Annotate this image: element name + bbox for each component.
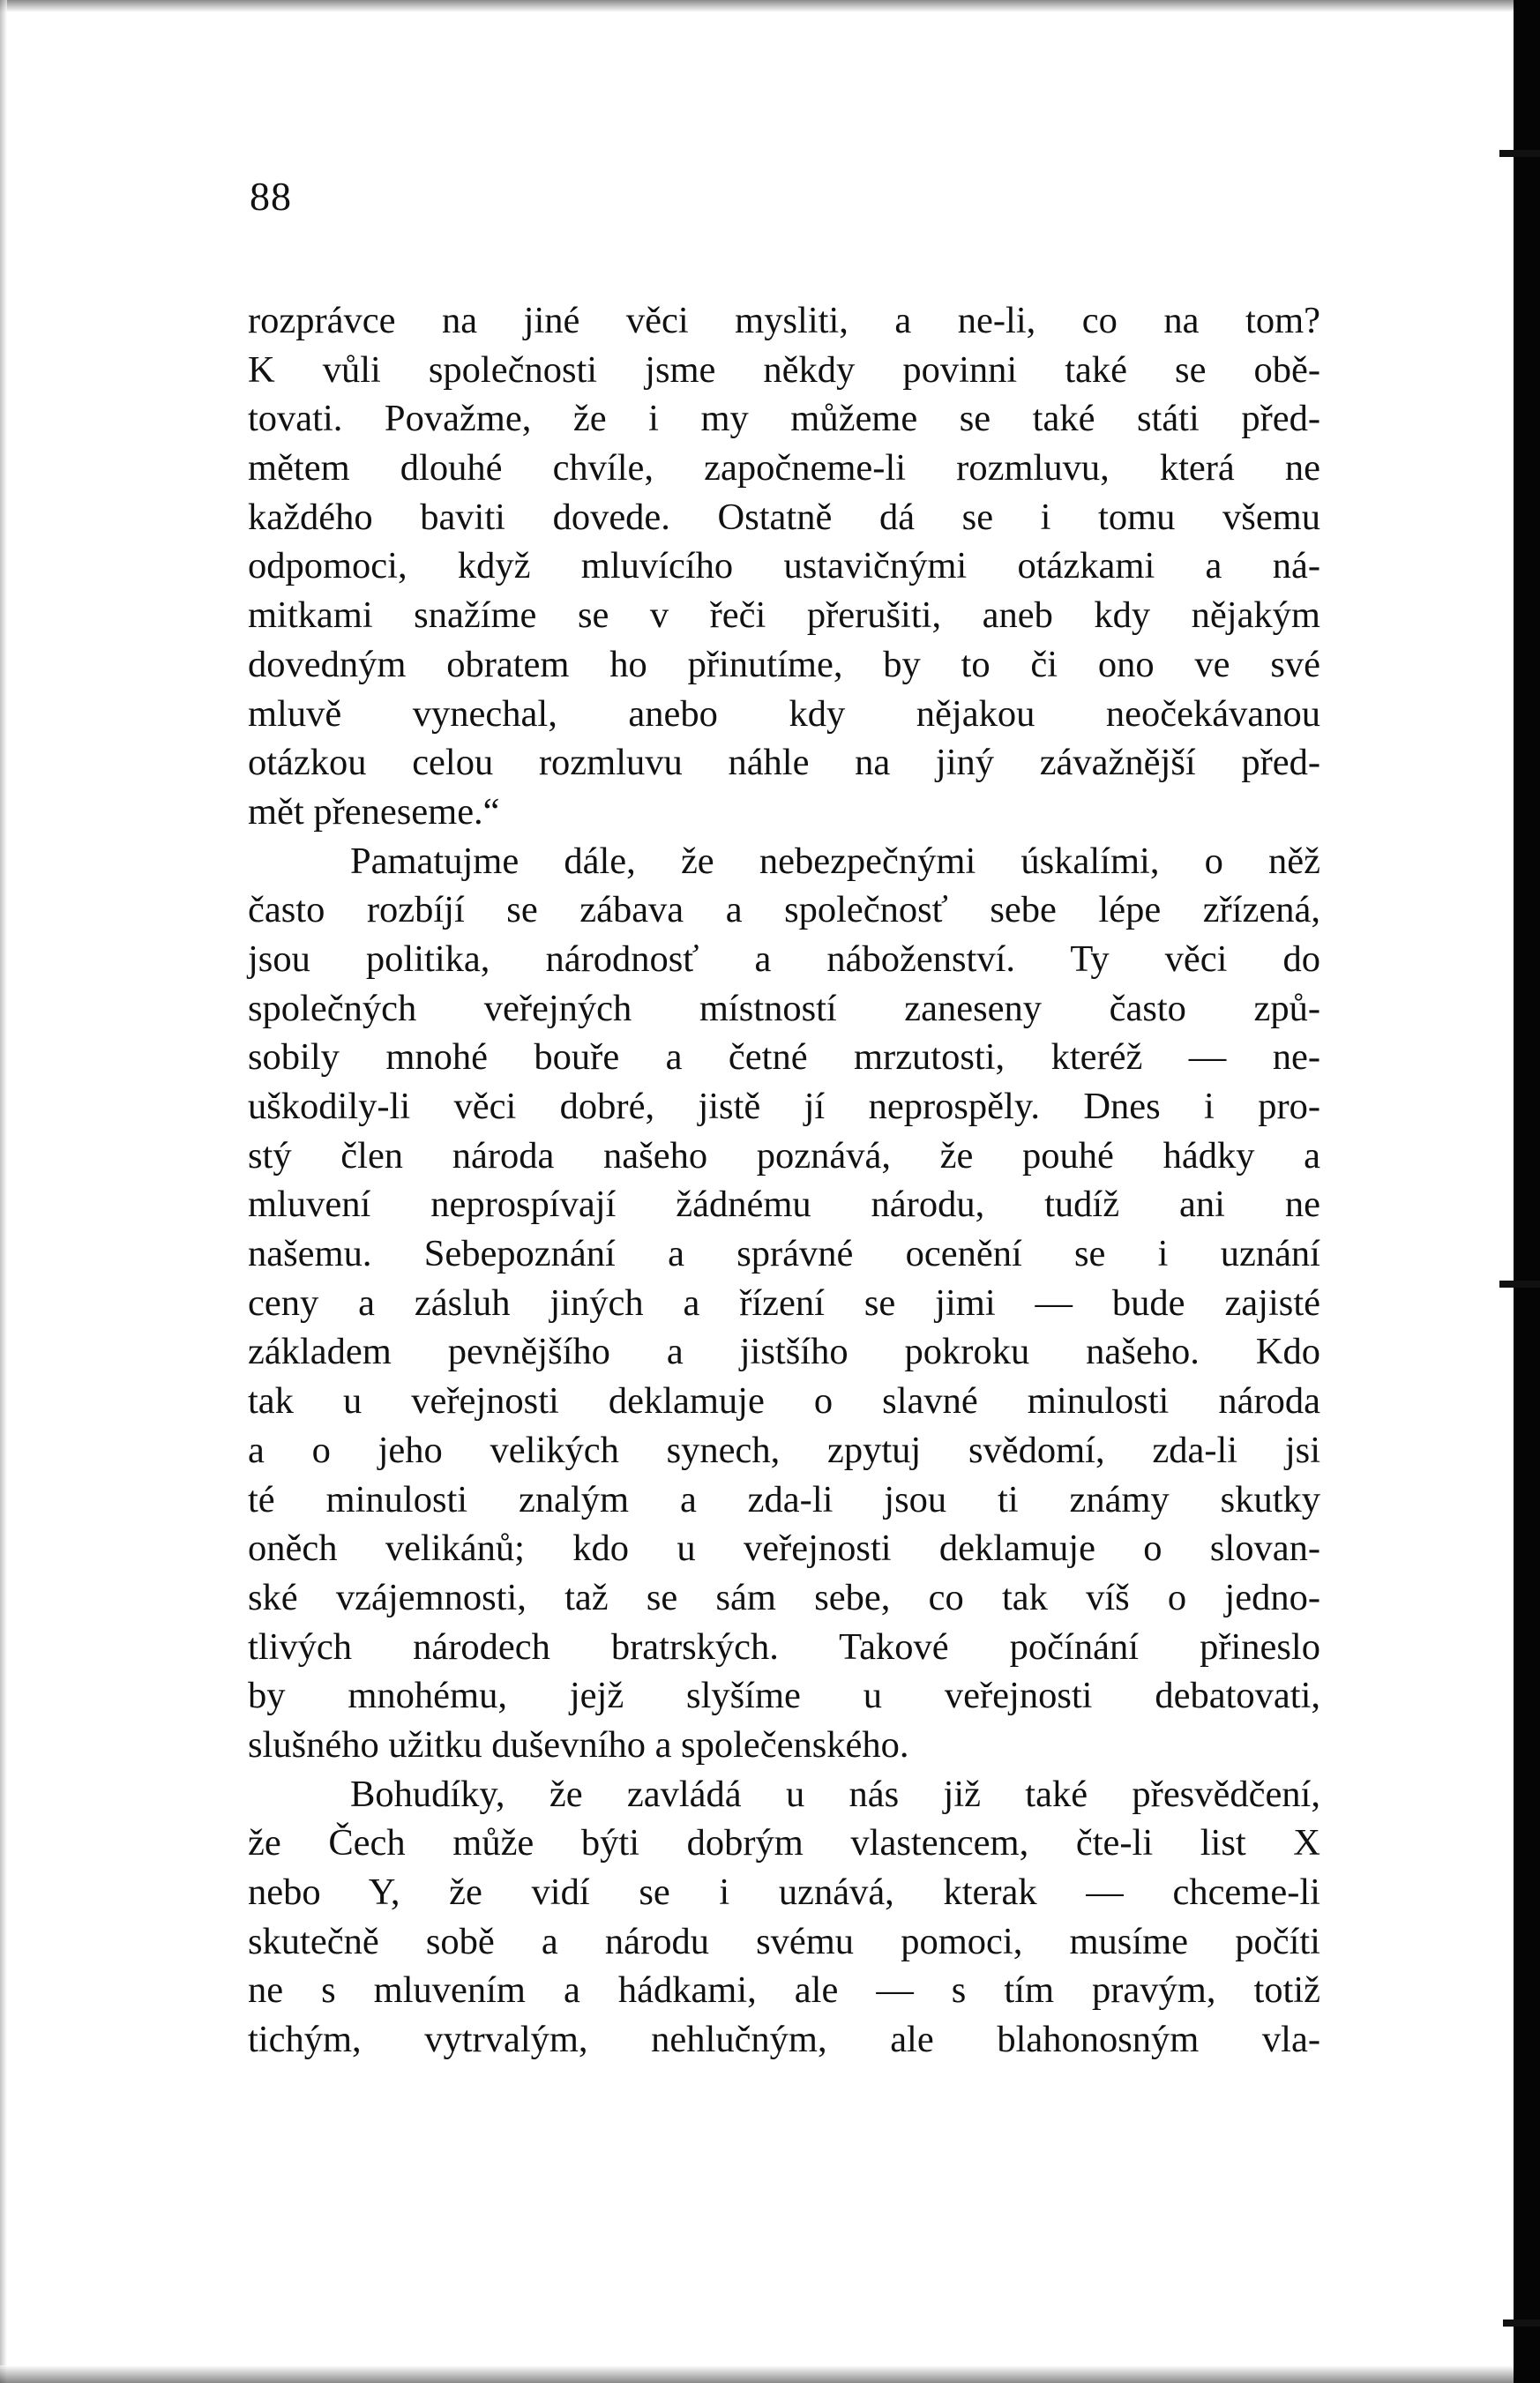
text-line: rozprávce na jiné věci mysliti, a ne-li, co na tom? [248, 300, 1320, 341]
text-line: uškodily-li věci dobré, jistě jí neprospěly. Dnes i pro- [248, 1086, 1320, 1127]
edge-mark-top [1499, 150, 1540, 157]
text-line: ské vzájemnosti, taž se sám sebe, co tak víš o jedno- [248, 1576, 1320, 1618]
text-line: skutečně sobě a národu svému pomoci, musíme počíti [248, 1920, 1320, 1962]
text-line: mitkami snažíme se v řeči přerušiti, aneb kdy nějakým [248, 594, 1320, 637]
edge-mark-middle [1499, 1281, 1540, 1288]
text-line: Bohudíky, že zavládá u nás již také přesvědčení, [350, 1773, 1320, 1815]
text-line: našemu. Sebepoznání a správné ocenění se i uznání [248, 1233, 1320, 1275]
text-line: K vůli společnosti jsme někdy povinni také se obě- [248, 348, 1320, 391]
text-line: že Čech může býti dobrým vlastencem, čte-li list X [248, 1822, 1320, 1864]
text-line: otázkou celou rozmluvu náhle na jiný závažnější před- [248, 742, 1320, 784]
text-line: slušného užitku duševního a společenského. [248, 1723, 909, 1766]
text-line: stý člen národa našeho poznává, že pouhé hádky a [248, 1134, 1320, 1177]
text-line: často rozbíjí se zábava a společnosť sebe lépe zřízená, [248, 889, 1320, 931]
text-line: společných veřejných místností zaneseny často způ- [248, 987, 1320, 1029]
text-line: tlivých národech bratrských. Takové počínání přineslo [248, 1625, 1320, 1668]
text-line: Pamatujme dále, že nebezpečnými úskalími, o něž [350, 840, 1320, 882]
page-number: 88 [250, 174, 292, 219]
text-line: mětem dlouhé chvíle, započneme-li rozmluvu, která ne [248, 447, 1320, 489]
text-line: tak u veřejnosti deklamuje o slavné minulosti národa [248, 1380, 1320, 1423]
text-line: jsou politika, národnosť a náboženství. Ty věci do [248, 938, 1320, 980]
text-line: odpomoci, když mluvícího ustavičnými otázkami a ná- [248, 545, 1320, 587]
text-line: mluvě vynechal, anebo kdy nějakou neočekávanou [248, 692, 1320, 735]
body-text [248, 296, 1320, 2065]
text-line: by mnohému, jejž slyšíme u veřejnosti debatovati, [248, 1675, 1320, 1717]
text-line: každého baviti dovede. Ostatně dá se i tomu všemu [248, 496, 1320, 538]
scan-shadow-bottom [0, 2365, 1540, 2383]
text-line: sobily mnohé bouře a četné mrzutosti, kteréž — ne- [248, 1036, 1320, 1079]
scan-shadow-left [0, 0, 7, 2383]
text-line: nebo Y, že vidí se i uznává, kterak — chceme-li [248, 1871, 1320, 1913]
scan-shadow-top [0, 0, 1540, 12]
text-line: mluvení neprospívají žádnému národu, tudíž ani ne [248, 1184, 1320, 1226]
text-line: ne s mluvením a hádkami, ale — s tím pravým, totiž [248, 1969, 1320, 2012]
text-line: ceny a zásluh jiných a řízení se jimi — bude zajisté [248, 1281, 1320, 1324]
text-line: tovati. Považme, že i my můžeme se také státi před- [248, 398, 1320, 440]
text-line: mět přeneseme.“ [248, 790, 500, 833]
text-line: tichým, vytrvalým, nehlučným, ale blahonosným vla- [248, 2019, 1320, 2061]
edge-mark-bottom [1503, 2320, 1540, 2327]
text-line: oněch velikánů; kdo u veřejnosti deklamuje o slovan- [248, 1528, 1320, 1570]
text-line: dovedným obratem ho přinutíme, by to či ono ve své [248, 643, 1320, 685]
scan-edge-right [1514, 0, 1540, 2383]
text-line: a o jeho velikých synech, zpytuj svědomí, zda-li jsi [248, 1429, 1320, 1471]
text-line: základem pevnějšího a jistšího pokroku našeho. Kdo [248, 1331, 1320, 1373]
text-line: té minulosti znalým a zda-li jsou ti známy skutky [248, 1478, 1320, 1520]
